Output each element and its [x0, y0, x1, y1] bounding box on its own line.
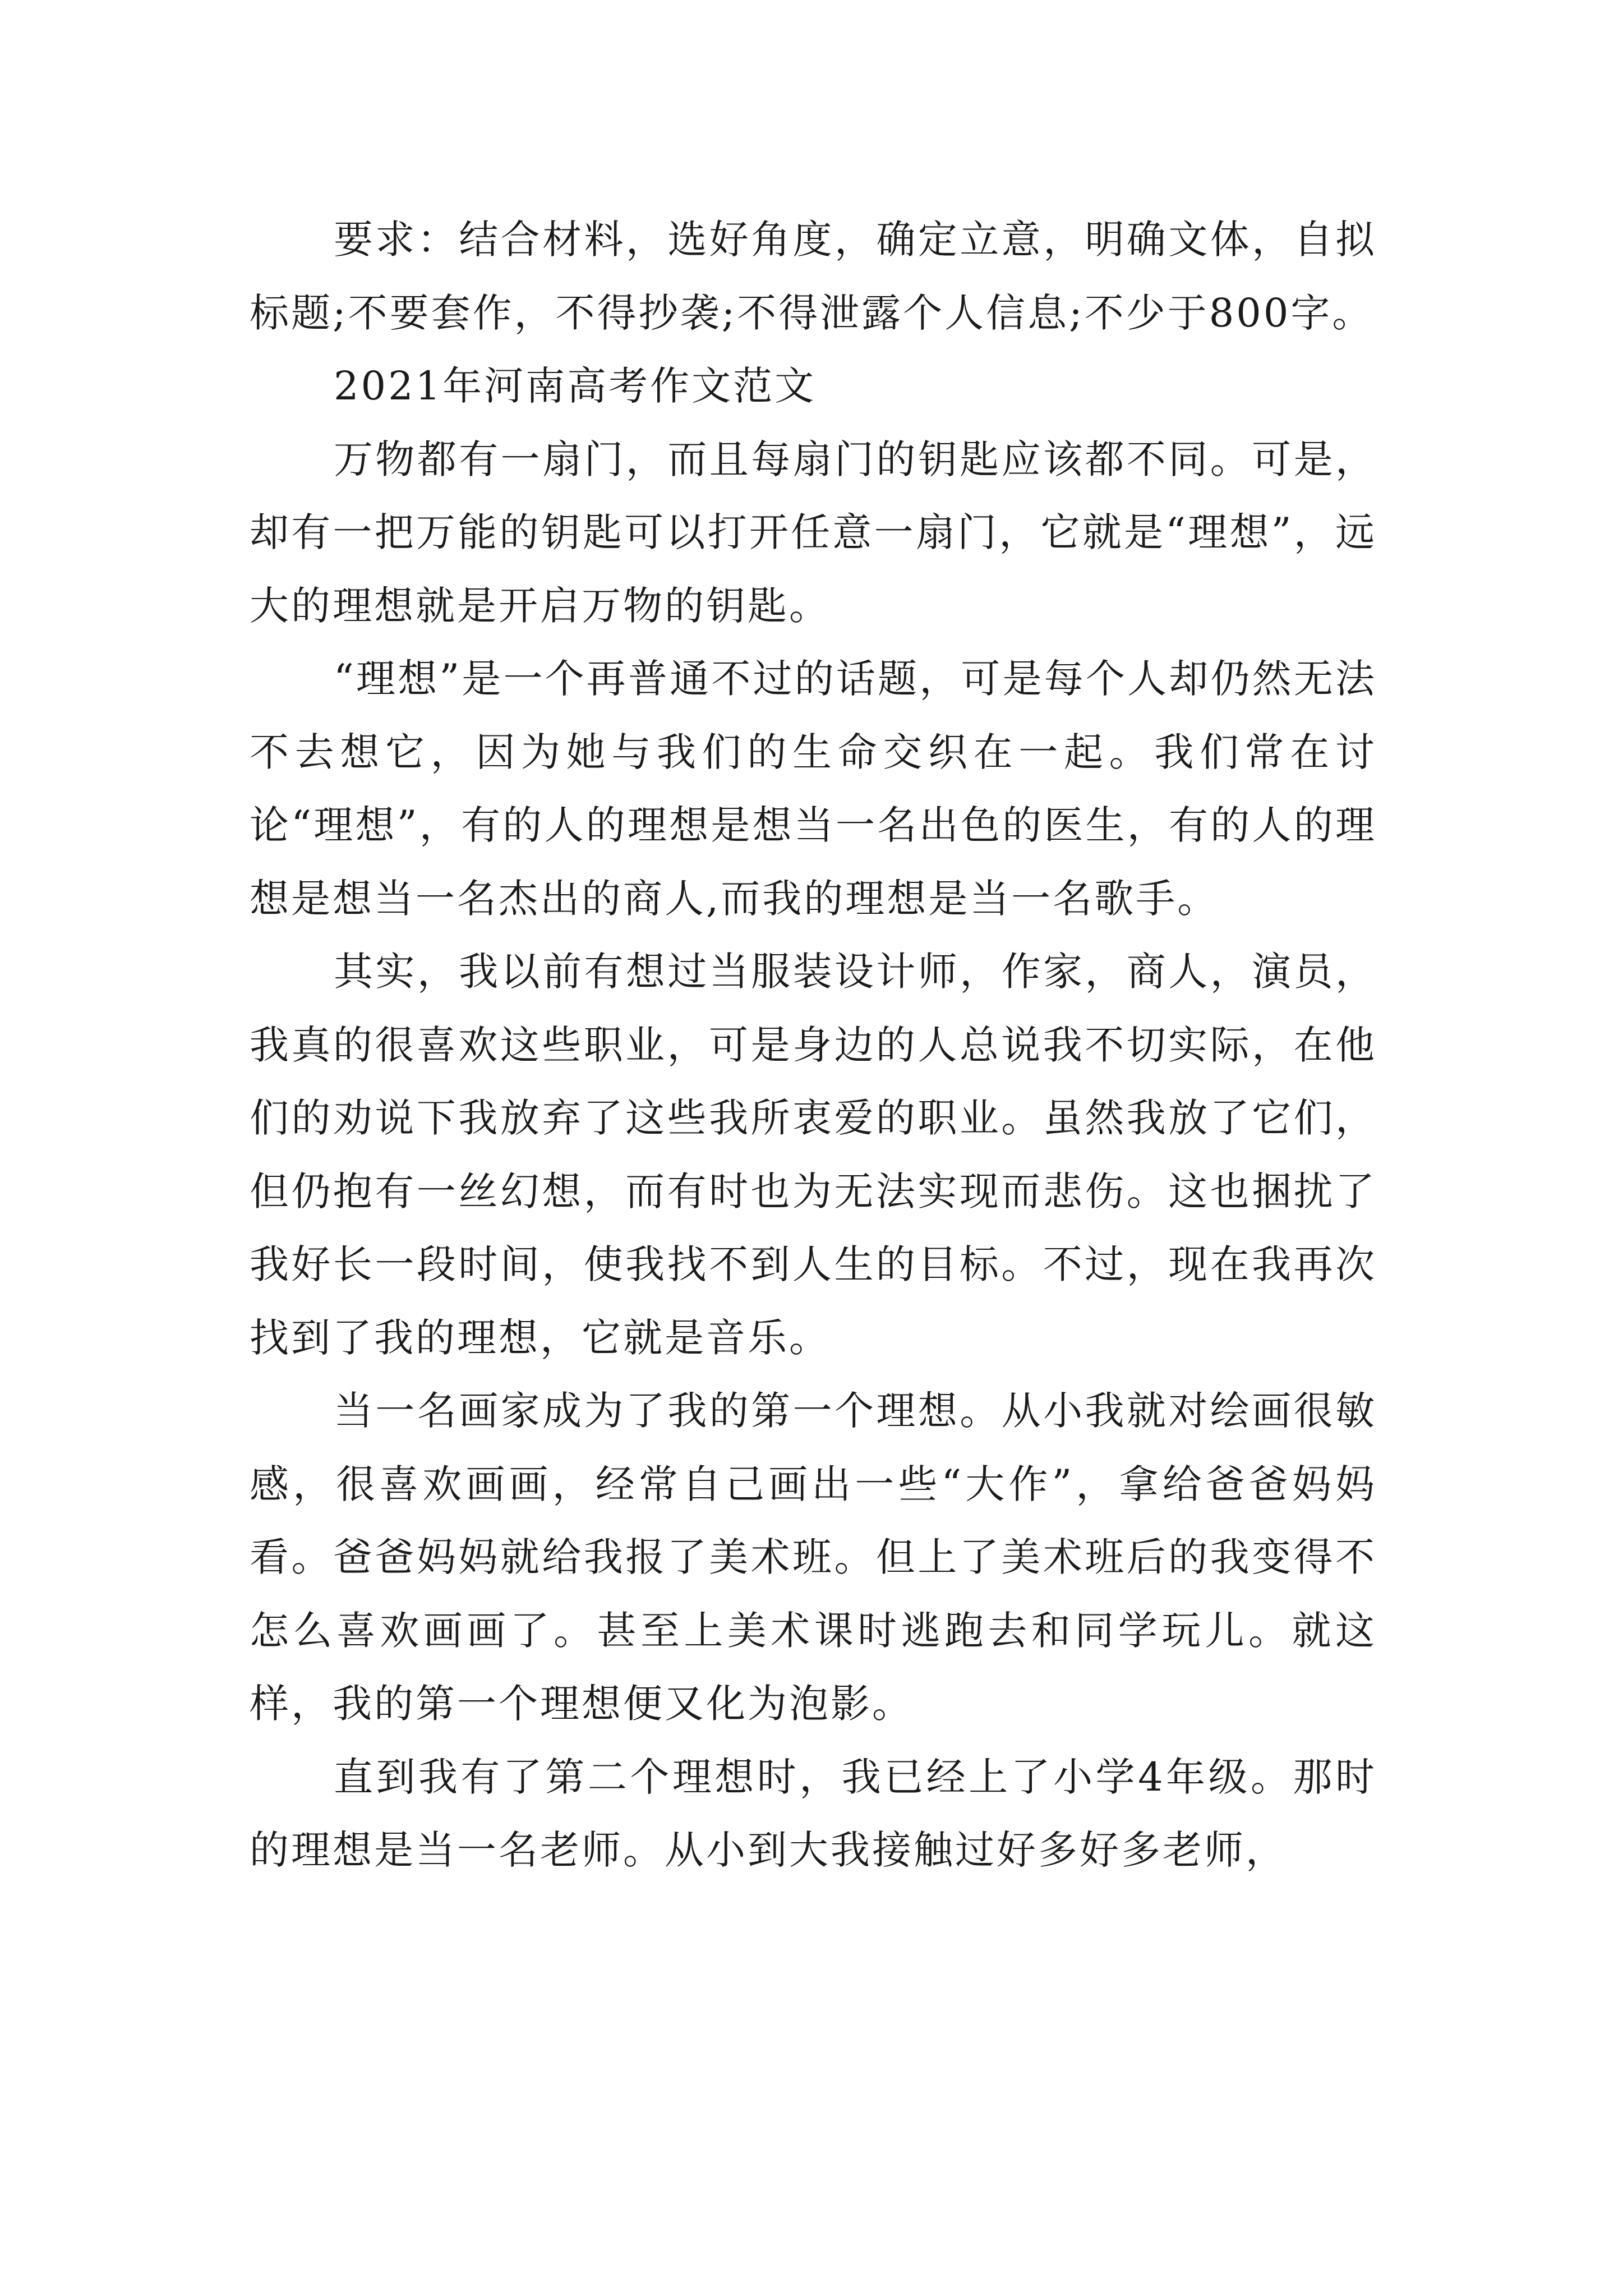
- requirements-paragraph: 要求：结合材料，选好角度，确定立意，明确文体，自拟标题;不要套作，不得抄袭;不得泄露个人信息;不少于800字。: [250, 217, 1377, 336]
- essay-paragraph: 其实，我以前有想过当服装设计师，作家，商人，演员，我真的很喜欢这些职业，可是身边的人总说我不切实际，在他们的劝说下我放弃了这些我所衷爱的职业。虽然我放了它们，但仍抱有一丝幻想，而有时也为无法实现而悲伤。这也捆扰了我好长一段时间，使我找不到人生的目标。不过，现在我再次找到了我的理想，它就是音乐。: [250, 949, 1377, 1361]
- essay-paragraph: 万物都有一扇门，而且每扇门的钥匙应该都不同。可是，却有一把万能的钥匙可以打开任意一扇门，它就是“理想”，远大的理想就是开启万物的钥匙。: [250, 436, 1377, 629]
- essay-paragraph: “理想”是一个再普通不过的话题，可是每个人却仍然无法不去想它，因为她与我们的生命交织在一起。我们常在讨论“理想”，有的人的理想是想当一名出色的医生，有的人的理想是想当一名杰出的商人,而我的理想是当一名歌手。: [250, 656, 1377, 922]
- essay-paragraph: 直到我有了第二个理想时，我已经上了小学4年级。那时的理想是当一名老师。从小到大我接触过好多好多老师，: [250, 1754, 1377, 1873]
- essay-body: [250, 203, 1377, 1887]
- essay-title: 2021年河南高考作文范文: [334, 363, 817, 409]
- essay-paragraph: 当一名画家成为了我的第一个理想。从小我就对绘画很敏感，很喜欢画画，经常自己画出一些“大作”，拿给爸爸妈妈看。爸爸妈妈就给我报了美术班。但上了美术班后的我变得不怎么喜欢画画了。甚至上美术课时逃跑去和同学玩儿。就这样，我的第一个理想便又化为泡影。: [250, 1388, 1377, 1727]
